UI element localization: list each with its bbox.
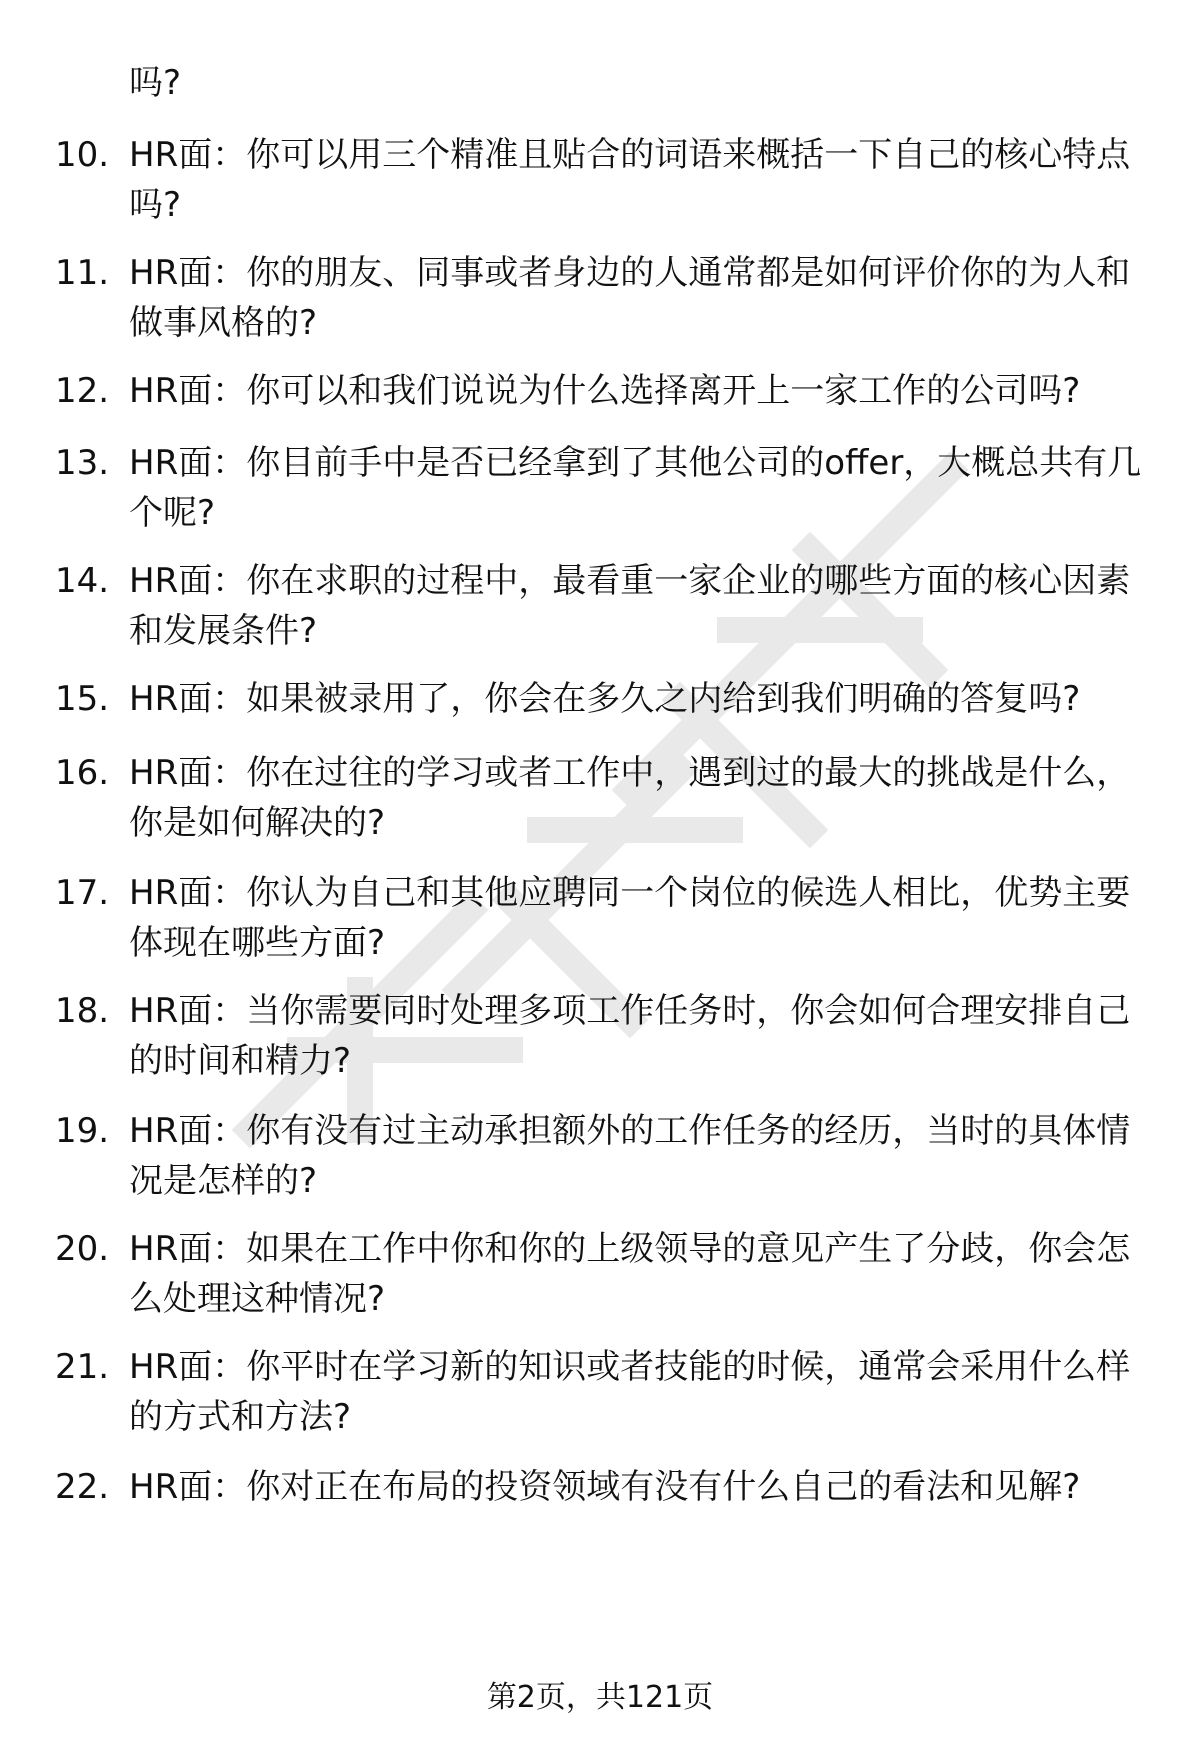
- question-text: HR面：你在求职的过程中，最看重一家企业的哪些方面的核心因素和发展条件?: [129, 561, 1131, 651]
- question-text: HR面：你在过往的学习或者工作中，遇到过的最大的挑战是什么，你是如何解决的?: [129, 753, 1131, 843]
- question-text: HR面：你对正在布局的投资领域有没有什么自己的看法和见解?: [129, 1467, 1081, 1507]
- page-footer: 第2页，共121页: [486, 1680, 714, 1715]
- question-number: 11.: [55, 253, 110, 293]
- question-text: HR面：如果在工作中你和你的上级领导的意见产生了分歧，你会怎么处理这种情况?: [129, 1229, 1131, 1319]
- question-number: 14.: [55, 561, 110, 601]
- question-text: HR面：你目前手中是否已经拿到了其他公司的offer，大概总共有几个呢?: [129, 443, 1142, 533]
- question-number: 10.: [55, 135, 110, 175]
- question-text: HR面：你有没有过主动承担额外的工作任务的经历，当时的具体情况是怎样的?: [129, 1111, 1131, 1201]
- question-number: 19.: [55, 1111, 110, 1151]
- question-number: 20.: [55, 1229, 110, 1269]
- question-text: HR面：你的朋友、同事或者身边的人通常都是如何评价你的为人和做事风格的?: [129, 253, 1131, 343]
- question-number: 15.: [55, 679, 110, 719]
- question-text: HR面：当你需要同时处理多项工作任务时，你会如何合理安排自己的时间和精力?: [129, 991, 1131, 1081]
- question-text: HR面：你可以和我们说说为什么选择离开上一家工作的公司吗?: [129, 371, 1081, 411]
- question-text: HR面：你认为自己和其他应聘同一个岗位的候选人相比，优势主要体现在哪些方面?: [129, 873, 1131, 963]
- question-number: 16.: [55, 753, 110, 793]
- question-text: HR面：你平时在学习新的知识或者技能的时候，通常会采用什么样的方式和方法?: [129, 1347, 1131, 1437]
- question-number: 22.: [55, 1467, 110, 1507]
- question-number: 13.: [55, 443, 110, 483]
- question-number: 12.: [55, 371, 110, 411]
- question-text: HR面：如果被录用了，你会在多久之内给到我们明确的答复吗?: [129, 679, 1081, 719]
- question-number: 21.: [55, 1347, 110, 1387]
- question-text: HR面：你可以用三个精准且贴合的词语来概括一下自己的核心特点吗?: [129, 135, 1131, 225]
- continued-question-text: 吗?: [129, 63, 182, 103]
- question-number: 18.: [55, 991, 110, 1031]
- question-number: 17.: [55, 873, 110, 913]
